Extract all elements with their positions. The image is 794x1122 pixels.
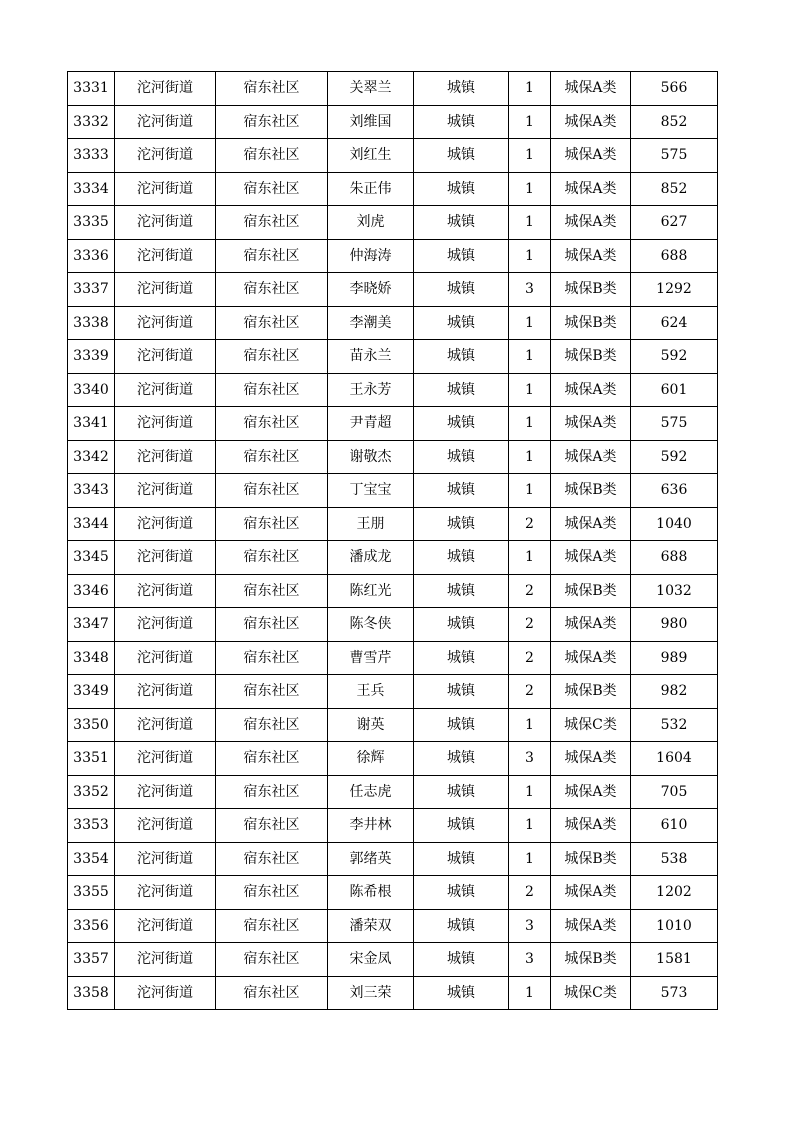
amount-cell: 989 — [631, 641, 718, 675]
name-cell: 关翠兰 — [328, 72, 414, 106]
row-number-cell: 3348 — [68, 641, 115, 675]
amount-cell: 980 — [631, 608, 718, 642]
name-cell: 谢英 — [328, 708, 414, 742]
community-cell: 宿东社区 — [216, 72, 328, 106]
row-number-cell: 3340 — [68, 373, 115, 407]
category-cell: 城保A类 — [551, 72, 631, 106]
amount-cell: 1292 — [631, 273, 718, 307]
household-count-cell: 1 — [509, 340, 551, 374]
household-count-cell: 1 — [509, 541, 551, 575]
amount-cell: 532 — [631, 708, 718, 742]
area-type-cell: 城镇 — [414, 72, 509, 106]
table-row — [68, 306, 718, 340]
category-cell: 城保A类 — [551, 172, 631, 206]
area-type-cell: 城镇 — [414, 306, 509, 340]
category-cell: 城保A类 — [551, 641, 631, 675]
row-number-cell: 3345 — [68, 541, 115, 575]
street-cell: 沱河街道 — [115, 239, 216, 273]
area-type-cell: 城镇 — [414, 340, 509, 374]
name-cell: 丁宝宝 — [328, 474, 414, 508]
street-cell: 沱河街道 — [115, 842, 216, 876]
street-cell: 沱河街道 — [115, 306, 216, 340]
table-row — [68, 340, 718, 374]
name-cell: 宋金凤 — [328, 943, 414, 977]
name-cell: 王永芳 — [328, 373, 414, 407]
community-cell: 宿东社区 — [216, 842, 328, 876]
household-count-cell: 2 — [509, 507, 551, 541]
community-cell: 宿东社区 — [216, 172, 328, 206]
street-cell: 沱河街道 — [115, 440, 216, 474]
community-cell: 宿东社区 — [216, 273, 328, 307]
amount-cell: 1032 — [631, 574, 718, 608]
row-number-cell: 3346 — [68, 574, 115, 608]
amount-cell: 610 — [631, 809, 718, 843]
street-cell: 沱河街道 — [115, 373, 216, 407]
street-cell: 沱河街道 — [115, 742, 216, 776]
amount-cell: 592 — [631, 440, 718, 474]
name-cell: 刘三荣 — [328, 976, 414, 1010]
household-count-cell: 1 — [509, 172, 551, 206]
amount-cell: 538 — [631, 842, 718, 876]
row-number-cell: 3334 — [68, 172, 115, 206]
name-cell: 陈红光 — [328, 574, 414, 608]
category-cell: 城保C类 — [551, 976, 631, 1010]
row-number-cell: 3347 — [68, 608, 115, 642]
household-count-cell: 2 — [509, 641, 551, 675]
community-cell: 宿东社区 — [216, 909, 328, 943]
amount-cell: 982 — [631, 675, 718, 709]
row-number-cell: 3338 — [68, 306, 115, 340]
street-cell: 沱河街道 — [115, 507, 216, 541]
table-row — [68, 775, 718, 809]
category-cell: 城保A类 — [551, 206, 631, 240]
household-count-cell: 1 — [509, 775, 551, 809]
community-cell: 宿东社区 — [216, 239, 328, 273]
name-cell: 曹雪芹 — [328, 641, 414, 675]
row-number-cell: 3353 — [68, 809, 115, 843]
name-cell: 谢敬杰 — [328, 440, 414, 474]
table-row — [68, 239, 718, 273]
household-count-cell: 2 — [509, 608, 551, 642]
table-row — [68, 976, 718, 1010]
street-cell: 沱河街道 — [115, 675, 216, 709]
table-row — [68, 909, 718, 943]
area-type-cell: 城镇 — [414, 239, 509, 273]
amount-cell: 1202 — [631, 876, 718, 910]
row-number-cell: 3331 — [68, 72, 115, 106]
category-cell: 城保A类 — [551, 876, 631, 910]
category-cell: 城保A类 — [551, 909, 631, 943]
street-cell: 沱河街道 — [115, 407, 216, 441]
table-row — [68, 407, 718, 441]
name-cell: 刘维国 — [328, 105, 414, 139]
row-number-cell: 3358 — [68, 976, 115, 1010]
area-type-cell: 城镇 — [414, 541, 509, 575]
street-cell: 沱河街道 — [115, 574, 216, 608]
community-cell: 宿东社区 — [216, 306, 328, 340]
table-row — [68, 273, 718, 307]
area-type-cell: 城镇 — [414, 909, 509, 943]
roster-table-body — [68, 72, 718, 1010]
area-type-cell: 城镇 — [414, 206, 509, 240]
category-cell: 城保A类 — [551, 440, 631, 474]
area-type-cell: 城镇 — [414, 641, 509, 675]
row-number-cell: 3349 — [68, 675, 115, 709]
area-type-cell: 城镇 — [414, 742, 509, 776]
street-cell: 沱河街道 — [115, 876, 216, 910]
area-type-cell: 城镇 — [414, 273, 509, 307]
row-number-cell: 3332 — [68, 105, 115, 139]
row-number-cell: 3344 — [68, 507, 115, 541]
row-number-cell: 3335 — [68, 206, 115, 240]
table-row — [68, 139, 718, 173]
community-cell: 宿东社区 — [216, 809, 328, 843]
table-row — [68, 507, 718, 541]
community-cell: 宿东社区 — [216, 139, 328, 173]
table-row — [68, 809, 718, 843]
row-number-cell: 3356 — [68, 909, 115, 943]
table-row — [68, 708, 718, 742]
community-cell: 宿东社区 — [216, 373, 328, 407]
category-cell: 城保A类 — [551, 507, 631, 541]
community-cell: 宿东社区 — [216, 742, 328, 776]
category-cell: 城保A类 — [551, 608, 631, 642]
street-cell: 沱河街道 — [115, 340, 216, 374]
row-number-cell: 3342 — [68, 440, 115, 474]
area-type-cell: 城镇 — [414, 507, 509, 541]
table-row — [68, 474, 718, 508]
amount-cell: 1604 — [631, 742, 718, 776]
amount-cell: 627 — [631, 206, 718, 240]
street-cell: 沱河街道 — [115, 474, 216, 508]
amount-cell: 592 — [631, 340, 718, 374]
table-row — [68, 72, 718, 106]
category-cell: 城保B类 — [551, 675, 631, 709]
category-cell: 城保A类 — [551, 407, 631, 441]
community-cell: 宿东社区 — [216, 541, 328, 575]
household-count-cell: 3 — [509, 273, 551, 307]
amount-cell: 636 — [631, 474, 718, 508]
area-type-cell: 城镇 — [414, 943, 509, 977]
community-cell: 宿东社区 — [216, 574, 328, 608]
household-count-cell: 2 — [509, 876, 551, 910]
table-row — [68, 541, 718, 575]
household-count-cell: 3 — [509, 742, 551, 776]
category-cell: 城保A类 — [551, 775, 631, 809]
amount-cell: 1581 — [631, 943, 718, 977]
category-cell: 城保B类 — [551, 340, 631, 374]
name-cell: 王朋 — [328, 507, 414, 541]
name-cell: 仲海涛 — [328, 239, 414, 273]
household-count-cell: 1 — [509, 105, 551, 139]
area-type-cell: 城镇 — [414, 139, 509, 173]
amount-cell: 852 — [631, 172, 718, 206]
category-cell: 城保B类 — [551, 306, 631, 340]
street-cell: 沱河街道 — [115, 206, 216, 240]
street-cell: 沱河街道 — [115, 72, 216, 106]
community-cell: 宿东社区 — [216, 976, 328, 1010]
amount-cell: 566 — [631, 72, 718, 106]
name-cell: 陈冬侠 — [328, 608, 414, 642]
amount-cell: 1040 — [631, 507, 718, 541]
household-count-cell: 1 — [509, 809, 551, 843]
name-cell: 刘红生 — [328, 139, 414, 173]
row-number-cell: 3343 — [68, 474, 115, 508]
table-row — [68, 105, 718, 139]
amount-cell: 573 — [631, 976, 718, 1010]
household-count-cell: 2 — [509, 675, 551, 709]
area-type-cell: 城镇 — [414, 407, 509, 441]
household-count-cell: 2 — [509, 574, 551, 608]
roster-table — [67, 71, 718, 1010]
category-cell: 城保B类 — [551, 474, 631, 508]
row-number-cell: 3350 — [68, 708, 115, 742]
community-cell: 宿东社区 — [216, 507, 328, 541]
table-row — [68, 172, 718, 206]
area-type-cell: 城镇 — [414, 373, 509, 407]
category-cell: 城保A类 — [551, 139, 631, 173]
name-cell: 王兵 — [328, 675, 414, 709]
household-count-cell: 1 — [509, 440, 551, 474]
street-cell: 沱河街道 — [115, 608, 216, 642]
row-number-cell: 3337 — [68, 273, 115, 307]
household-count-cell: 1 — [509, 842, 551, 876]
area-type-cell: 城镇 — [414, 474, 509, 508]
household-count-cell: 1 — [509, 72, 551, 106]
community-cell: 宿东社区 — [216, 675, 328, 709]
name-cell: 徐辉 — [328, 742, 414, 776]
community-cell: 宿东社区 — [216, 876, 328, 910]
household-count-cell: 1 — [509, 407, 551, 441]
household-count-cell: 3 — [509, 943, 551, 977]
name-cell: 朱正伟 — [328, 172, 414, 206]
name-cell: 李晓娇 — [328, 273, 414, 307]
household-count-cell: 1 — [509, 139, 551, 173]
category-cell: 城保A类 — [551, 809, 631, 843]
area-type-cell: 城镇 — [414, 775, 509, 809]
category-cell: 城保A类 — [551, 239, 631, 273]
household-count-cell: 1 — [509, 206, 551, 240]
row-number-cell: 3355 — [68, 876, 115, 910]
street-cell: 沱河街道 — [115, 943, 216, 977]
street-cell: 沱河街道 — [115, 172, 216, 206]
row-number-cell: 3339 — [68, 340, 115, 374]
amount-cell: 688 — [631, 541, 718, 575]
name-cell: 李井林 — [328, 809, 414, 843]
street-cell: 沱河街道 — [115, 976, 216, 1010]
area-type-cell: 城镇 — [414, 172, 509, 206]
area-type-cell: 城镇 — [414, 675, 509, 709]
table-row — [68, 675, 718, 709]
category-cell: 城保B类 — [551, 273, 631, 307]
table-row — [68, 876, 718, 910]
row-number-cell: 3351 — [68, 742, 115, 776]
row-number-cell: 3336 — [68, 239, 115, 273]
amount-cell: 1010 — [631, 909, 718, 943]
household-count-cell: 1 — [509, 373, 551, 407]
household-count-cell: 1 — [509, 239, 551, 273]
row-number-cell: 3341 — [68, 407, 115, 441]
area-type-cell: 城镇 — [414, 809, 509, 843]
amount-cell: 688 — [631, 239, 718, 273]
community-cell: 宿东社区 — [216, 407, 328, 441]
name-cell: 任志虎 — [328, 775, 414, 809]
amount-cell: 705 — [631, 775, 718, 809]
row-number-cell: 3352 — [68, 775, 115, 809]
area-type-cell: 城镇 — [414, 105, 509, 139]
category-cell: 城保B类 — [551, 842, 631, 876]
household-count-cell: 1 — [509, 708, 551, 742]
category-cell: 城保A类 — [551, 373, 631, 407]
household-count-cell: 1 — [509, 306, 551, 340]
category-cell: 城保C类 — [551, 708, 631, 742]
name-cell: 陈希根 — [328, 876, 414, 910]
table-row — [68, 742, 718, 776]
amount-cell: 852 — [631, 105, 718, 139]
street-cell: 沱河街道 — [115, 708, 216, 742]
street-cell: 沱河街道 — [115, 909, 216, 943]
community-cell: 宿东社区 — [216, 474, 328, 508]
community-cell: 宿东社区 — [216, 708, 328, 742]
street-cell: 沱河街道 — [115, 775, 216, 809]
area-type-cell: 城镇 — [414, 708, 509, 742]
area-type-cell: 城镇 — [414, 876, 509, 910]
street-cell: 沱河街道 — [115, 139, 216, 173]
table-row — [68, 842, 718, 876]
street-cell: 沱河街道 — [115, 273, 216, 307]
community-cell: 宿东社区 — [216, 775, 328, 809]
table-row — [68, 440, 718, 474]
street-cell: 沱河街道 — [115, 809, 216, 843]
household-count-cell: 1 — [509, 474, 551, 508]
name-cell: 苗永兰 — [328, 340, 414, 374]
category-cell: 城保B类 — [551, 574, 631, 608]
table-row — [68, 943, 718, 977]
name-cell: 郭绪英 — [328, 842, 414, 876]
community-cell: 宿东社区 — [216, 206, 328, 240]
category-cell: 城保B类 — [551, 943, 631, 977]
name-cell: 潘荣双 — [328, 909, 414, 943]
area-type-cell: 城镇 — [414, 608, 509, 642]
amount-cell: 601 — [631, 373, 718, 407]
table-row — [68, 373, 718, 407]
row-number-cell: 3354 — [68, 842, 115, 876]
category-cell: 城保A类 — [551, 742, 631, 776]
street-cell: 沱河街道 — [115, 105, 216, 139]
amount-cell: 575 — [631, 139, 718, 173]
category-cell: 城保A类 — [551, 105, 631, 139]
community-cell: 宿东社区 — [216, 440, 328, 474]
street-cell: 沱河街道 — [115, 541, 216, 575]
name-cell: 刘虎 — [328, 206, 414, 240]
name-cell: 李潮美 — [328, 306, 414, 340]
row-number-cell: 3333 — [68, 139, 115, 173]
name-cell: 潘成龙 — [328, 541, 414, 575]
community-cell: 宿东社区 — [216, 943, 328, 977]
table-row — [68, 206, 718, 240]
table-row — [68, 574, 718, 608]
community-cell: 宿东社区 — [216, 608, 328, 642]
table-row — [68, 608, 718, 642]
amount-cell: 624 — [631, 306, 718, 340]
household-count-cell: 1 — [509, 976, 551, 1010]
table-row — [68, 641, 718, 675]
row-number-cell: 3357 — [68, 943, 115, 977]
community-cell: 宿东社区 — [216, 641, 328, 675]
name-cell: 尹青超 — [328, 407, 414, 441]
amount-cell: 575 — [631, 407, 718, 441]
street-cell: 沱河街道 — [115, 641, 216, 675]
area-type-cell: 城镇 — [414, 842, 509, 876]
area-type-cell: 城镇 — [414, 440, 509, 474]
community-cell: 宿东社区 — [216, 105, 328, 139]
category-cell: 城保A类 — [551, 541, 631, 575]
area-type-cell: 城镇 — [414, 976, 509, 1010]
community-cell: 宿东社区 — [216, 340, 328, 374]
household-count-cell: 3 — [509, 909, 551, 943]
area-type-cell: 城镇 — [414, 574, 509, 608]
